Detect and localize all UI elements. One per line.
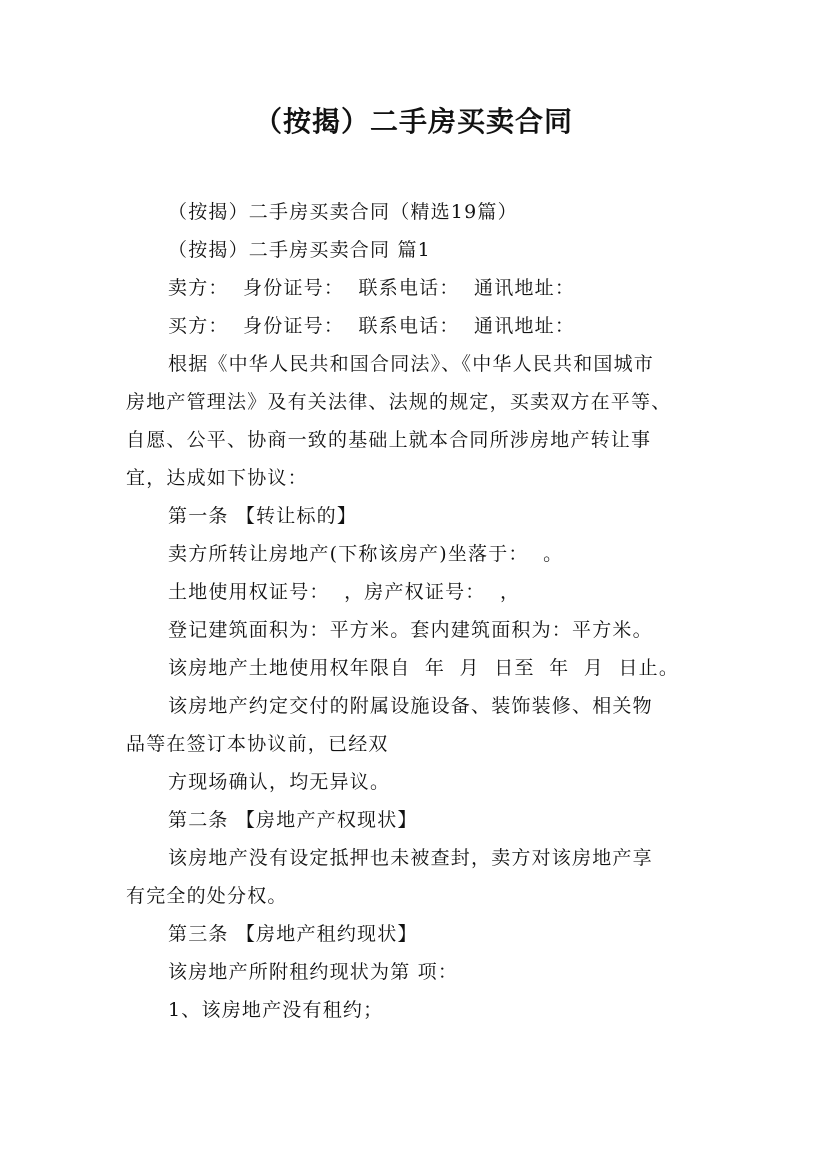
- article-heading: 第二条 【房地产产权现状】: [168, 809, 418, 831]
- paragraph-line: 登记建筑面积为：平方米。套内建筑面积为：平方米。: [168, 619, 653, 641]
- paragraph-line: 房地产管理法》及有关法律、法规的规定，买卖双方在平等、: [126, 391, 672, 413]
- buyer-info-line: 买方： 身份证号： 联系电话： 通讯地址：: [168, 315, 576, 337]
- paragraph-line: 自愿、公平、协商一致的基础上就本合同所涉房地产转让事: [126, 429, 652, 451]
- section-heading: （按揭）二手房买卖合同 篇1: [168, 239, 431, 261]
- article-heading: 第一条 【转让标的】: [168, 505, 358, 527]
- document-body: [126, 193, 711, 1029]
- paragraph-line: 该房地产约定交付的附属设施设备、装饰装修、相关物: [168, 695, 653, 717]
- paragraph-line: 品等在签订本协议前，已经双: [126, 733, 389, 755]
- document-title: （按揭）二手房买卖合同: [253, 105, 573, 138]
- paragraph-line: 根据《中华人民共和国合同法》、《中华人民共和国城市: [168, 353, 655, 375]
- paragraph-line: 有完全的处分权。: [126, 885, 288, 907]
- paragraph-line: 该房地产没有设定抵押也未被查封，卖方对该房地产享: [168, 847, 653, 869]
- subtitle-line: （按揭）二手房买卖合同（精选19篇）: [168, 201, 518, 223]
- paragraph-line: 卖方所转让房地产(下称该房产)坐落于： 。: [168, 543, 564, 565]
- paragraph-line: 宜，达成如下协议：: [126, 467, 308, 489]
- paragraph-line: 土地使用权证号： ，房产权证号： ，: [168, 581, 521, 603]
- paragraph-line: 该房地产土地使用权年限自 年 月 日至 年 月 日止。: [168, 657, 680, 679]
- list-item: 1、该房地产没有租约；: [168, 999, 384, 1021]
- seller-info-line: 卖方： 身份证号： 联系电话： 通讯地址：: [168, 277, 576, 299]
- paragraph-line: 该房地产所附租约现状为第 项：: [168, 961, 459, 983]
- paragraph-line: 方现场确认，均无异议。: [168, 771, 391, 793]
- article-heading: 第三条 【房地产租约现状】: [168, 923, 418, 945]
